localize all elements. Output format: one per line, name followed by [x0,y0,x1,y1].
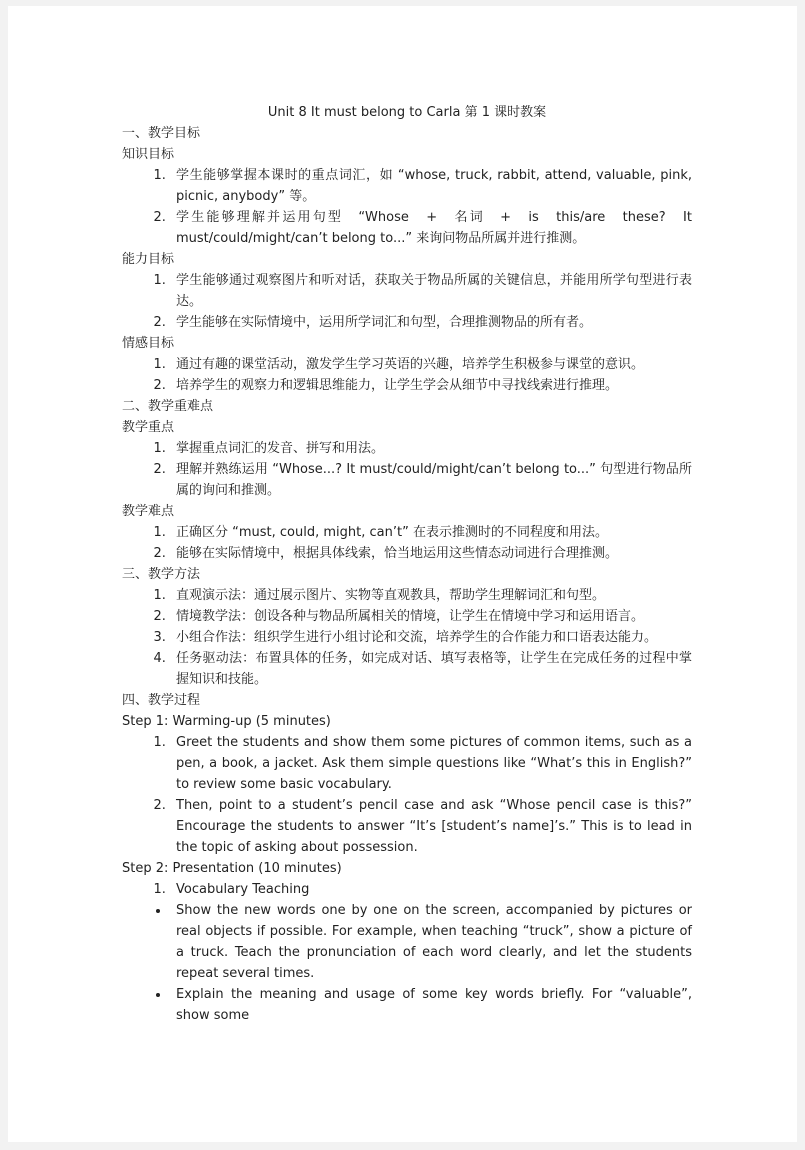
section-heading-process: 四、教学过程 [122,693,201,708]
list-item: 2. 能够在实际情境中，根据具体线索，恰当地运用这些情态动词进行合理推测。 [170,543,692,564]
list-item: 1. 通过有趣的课堂活动，激发学生学习英语的兴趣，培养学生积极参与课堂的意识。 [170,354,692,375]
list-item: 2. 情境教学法：创设各种与物品所属相关的情境，让学生在情境中学习和运用语言。 [170,606,692,627]
list-item: 1. Vocabulary Teaching [170,879,692,900]
list-item: 2. 培养学生的观察力和逻辑思维能力，让学生学会从细节中寻找线索进行推理。 [170,375,692,396]
section-heading-objectives: 一、教学目标 [122,126,201,141]
step-1-label: Step 1: Warming-up (5 minutes) [122,714,331,729]
list-item: 2. 学生能够在实际情境中，运用所学词汇和句型，合理推测物品的所有者。 [170,312,692,333]
ability-list [122,270,692,333]
step-2-list [122,879,692,900]
list-item: 1. 学生能够掌握本课时的重点词汇，如 “whose, truck, rabbit, attend, valuable, pink, picnic, anybody” 等。 [170,165,692,207]
section-heading-key-points: 二、教学重难点 [122,399,214,414]
difficult-list [122,522,692,564]
list-item: 3. 小组合作法：组织学生进行小组讨论和交流，培养学生的合作能力和口语表达能力。 [170,627,692,648]
list-item: 1. Greet the students and show them some pictures of common items, such as a pen, a book, a jacket. Ask them simple questions like “What’s this in English?” to review some basic vocabulary. [170,732,692,795]
step-2-bullets [122,900,692,1026]
list-item: 2. 理解并熟练运用 “Whose...? It must/could/might/can’t belong to...” 句型进行物品所属的询问和推测。 [170,459,692,501]
list-item: 1. 直观演示法：通过展示图片、实物等直观教具，帮助学生理解词汇和句型。 [170,585,692,606]
knowledge-list [122,165,692,249]
subheading-emotion: 情感目标 [122,336,175,351]
bullet-item: • Explain the meaning and usage of some key words briefly. For “valuable”, show some [170,984,692,1026]
list-item: 4. 任务驱动法：布置具体的任务，如完成对话、填写表格等，让学生在完成任务的过程中掌握知识和技能。 [170,648,692,690]
list-item: 1. 正确区分 “must, could, might, can’t” 在表示推测时的不同程度和用法。 [170,522,692,543]
list-item: 2. 学生能够理解并运用句型 “Whose + 名词 + is this/are these? It must/could/might/can’t belong to...” 来询问物品所属并进行推测。 [170,207,692,249]
subheading-knowledge: 知识目标 [122,147,175,162]
subheading-difficult: 教学难点 [122,504,175,519]
page-title: Unit 8 It must belong to Carla 第 1 课时教案 [267,105,547,120]
subheading-ability: 能力目标 [122,252,175,267]
document-page [8,6,797,1142]
bullet-item: • Show the new words one by one on the screen, accompanied by pictures or real objects if possible. For example, when teaching “truck”, show a picture of a truck. Teach the pronunciation of each word clearly, and let the students repeat several times. [170,900,692,984]
step-2-label: Step 2: Presentation (10 minutes) [122,861,342,876]
document-content [122,102,692,1026]
list-item: 2. Then, point to a student’s pencil case and ask “Whose pencil case is this?” Encourage the students to answer “It’s [student’s name]’s.” This is to lead in the topic of asking about possession. [170,795,692,858]
list-item: 1. 掌握重点词汇的发音、拼写和用法。 [170,438,692,459]
key-list [122,438,692,501]
step-1-list [122,732,692,858]
methods-list [122,585,692,690]
section-heading-methods: 三、教学方法 [122,567,201,582]
emotion-list [122,354,692,396]
subheading-key: 教学重点 [122,420,175,435]
list-item: 1. 学生能够通过观察图片和听对话，获取关于物品所属的关键信息，并能用所学句型进行表达。 [170,270,692,312]
